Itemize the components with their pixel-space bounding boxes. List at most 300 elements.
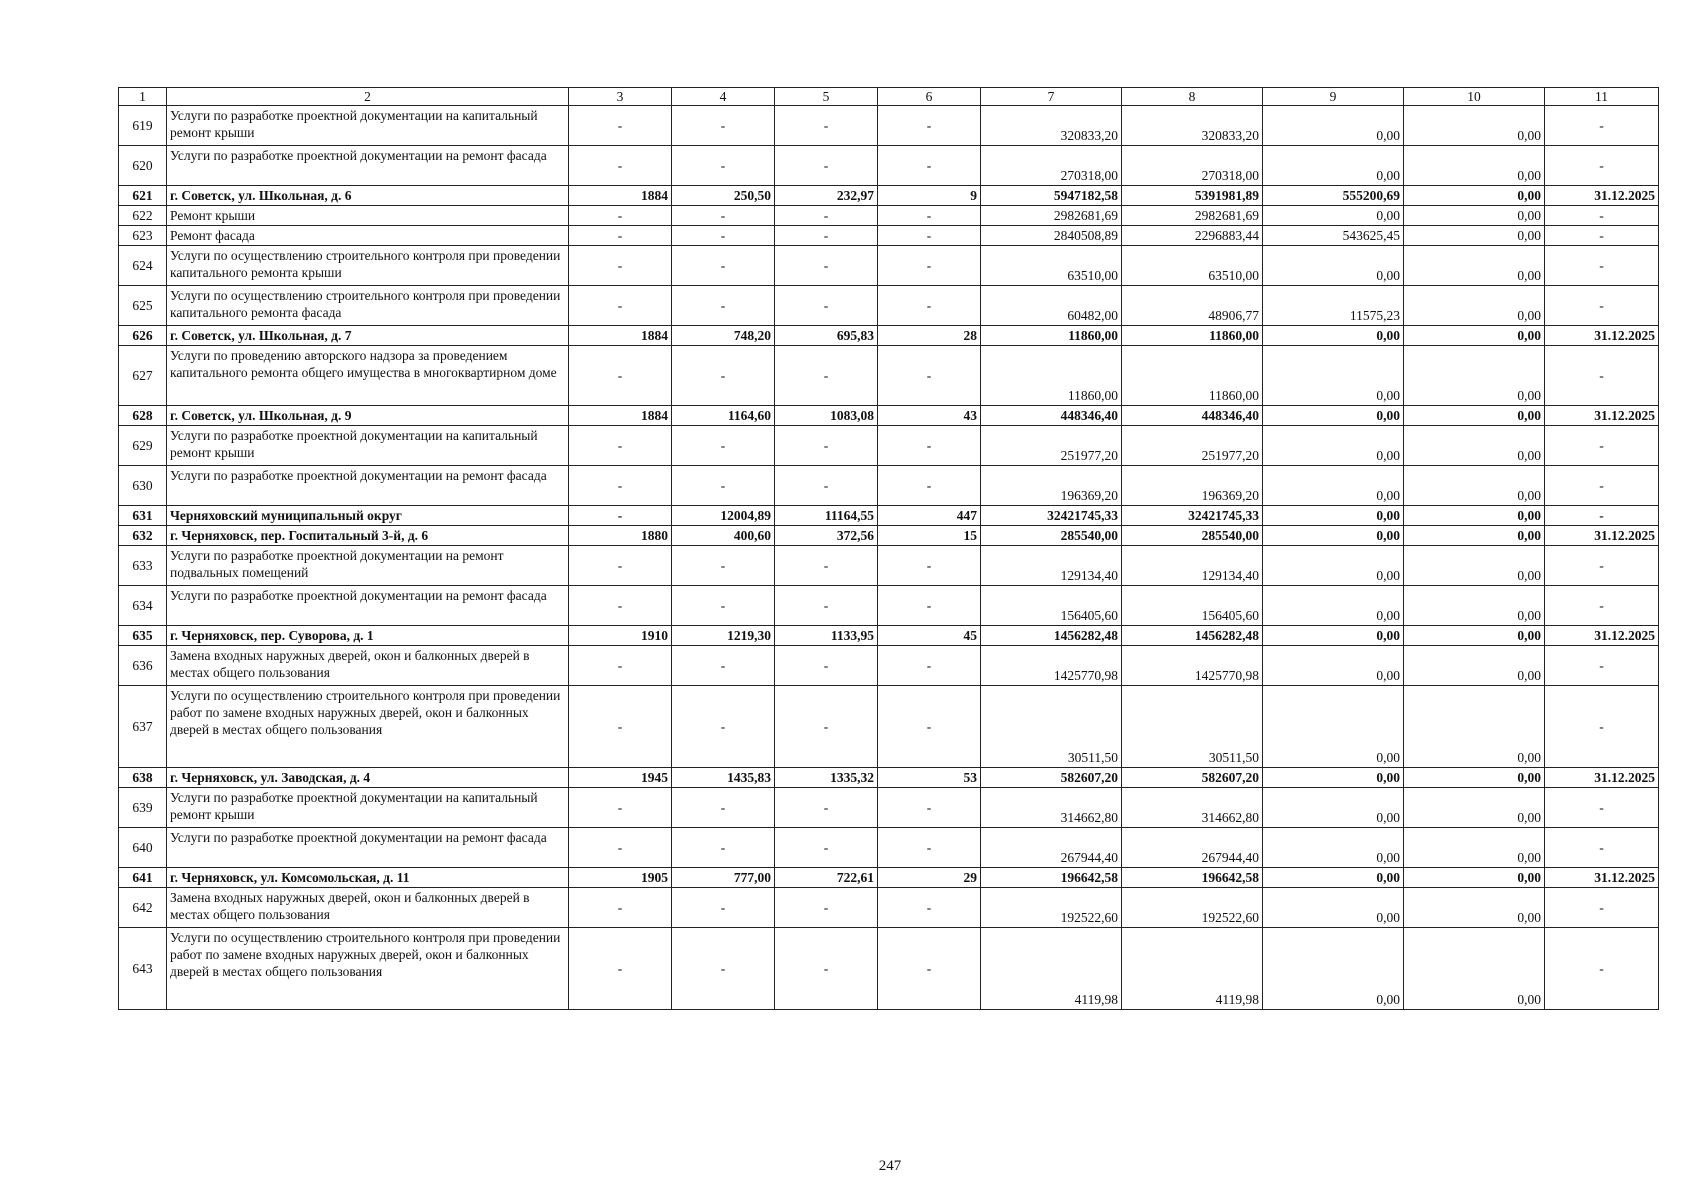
row-number-cell: 642 xyxy=(119,888,167,928)
col3-cell: - xyxy=(569,346,672,406)
col8-cell: 196369,20 xyxy=(1122,466,1263,506)
col10-cell: 0,00 xyxy=(1404,646,1545,686)
col6-cell: - xyxy=(878,106,981,146)
col7-cell: 196642,58 xyxy=(981,868,1122,888)
column-number-2: 2 xyxy=(167,88,569,106)
col3-cell: - xyxy=(569,788,672,828)
row-number-cell: 641 xyxy=(119,868,167,888)
col11-cell: 31.12.2025 xyxy=(1545,626,1659,646)
table-row xyxy=(119,426,1659,466)
col3-cell: - xyxy=(569,106,672,146)
col11-cell: - xyxy=(1545,506,1659,526)
row-number-cell: 621 xyxy=(119,186,167,206)
col4-cell: - xyxy=(672,928,775,1010)
col10-cell: 0,00 xyxy=(1404,146,1545,186)
item-name-cell: г. Черняховск, пер. Госпитальный 3-й, д. 6 xyxy=(167,526,569,546)
row-number-cell: 636 xyxy=(119,646,167,686)
col6-cell: - xyxy=(878,686,981,768)
col6-cell: - xyxy=(878,586,981,626)
col9-cell: 0,00 xyxy=(1263,888,1404,928)
col10-cell: 0,00 xyxy=(1404,506,1545,526)
col4-cell: - xyxy=(672,146,775,186)
table-row xyxy=(119,888,1659,928)
col11-cell: - xyxy=(1545,206,1659,226)
col11-cell: - xyxy=(1545,286,1659,326)
table-row xyxy=(119,246,1659,286)
col8-cell: 270318,00 xyxy=(1122,146,1263,186)
col9-cell: 0,00 xyxy=(1263,146,1404,186)
col9-cell: 0,00 xyxy=(1263,466,1404,506)
col5-cell: 1335,32 xyxy=(775,768,878,788)
row-number-cell: 635 xyxy=(119,626,167,646)
col8-cell: 251977,20 xyxy=(1122,426,1263,466)
col7-cell: 11860,00 xyxy=(981,326,1122,346)
col5-cell: - xyxy=(775,146,878,186)
col3-cell: 1880 xyxy=(569,526,672,546)
col5-cell: 695,83 xyxy=(775,326,878,346)
col10-cell: 0,00 xyxy=(1404,326,1545,346)
col9-cell: 555200,69 xyxy=(1263,186,1404,206)
col7-cell: 196369,20 xyxy=(981,466,1122,506)
item-name-cell: Черняховский муниципальный округ xyxy=(167,506,569,526)
column-number-11: 11 xyxy=(1545,88,1659,106)
column-number-10: 10 xyxy=(1404,88,1545,106)
col3-cell: - xyxy=(569,888,672,928)
col3-cell: - xyxy=(569,646,672,686)
col11-cell: - xyxy=(1545,226,1659,246)
col7-cell: 129134,40 xyxy=(981,546,1122,586)
col7-cell: 11860,00 xyxy=(981,346,1122,406)
col7-cell: 2840508,89 xyxy=(981,226,1122,246)
col3-cell: - xyxy=(569,466,672,506)
col7-cell: 1456282,48 xyxy=(981,626,1122,646)
col3-cell: - xyxy=(569,506,672,526)
col7-cell: 5947182,58 xyxy=(981,186,1122,206)
col7-cell: 314662,80 xyxy=(981,788,1122,828)
col11-cell: - xyxy=(1545,686,1659,768)
item-name-cell: Услуги по осуществлению строительного контроля при проведении капитального ремонта крыши xyxy=(167,246,569,286)
item-name-cell: г. Советск, ул. Школьная, д. 6 xyxy=(167,186,569,206)
col9-cell: 0,00 xyxy=(1263,788,1404,828)
row-number-cell: 629 xyxy=(119,426,167,466)
col8-cell: 267944,40 xyxy=(1122,828,1263,868)
col8-cell: 320833,20 xyxy=(1122,106,1263,146)
col8-cell: 4119,98 xyxy=(1122,928,1263,1010)
col9-cell: 0,00 xyxy=(1263,326,1404,346)
item-name-cell: Услуги по разработке проектной документации на ремонт подвальных помещений xyxy=(167,546,569,586)
col7-cell: 63510,00 xyxy=(981,246,1122,286)
row-number-cell: 619 xyxy=(119,106,167,146)
col8-cell: 196642,58 xyxy=(1122,868,1263,888)
col8-cell: 5391981,89 xyxy=(1122,186,1263,206)
item-name-cell: Услуги по осуществлению строительного контроля при проведении капитального ремонта фасада xyxy=(167,286,569,326)
col11-cell: - xyxy=(1545,788,1659,828)
col6-cell: - xyxy=(878,546,981,586)
col10-cell: 0,00 xyxy=(1404,828,1545,868)
col10-cell: 0,00 xyxy=(1404,246,1545,286)
table-row-address xyxy=(119,626,1659,646)
col11-cell: - xyxy=(1545,466,1659,506)
col4-cell: - xyxy=(672,106,775,146)
col6-cell: - xyxy=(878,206,981,226)
col9-cell: 0,00 xyxy=(1263,586,1404,626)
col8-cell: 582607,20 xyxy=(1122,768,1263,788)
table-row xyxy=(119,466,1659,506)
col5-cell: - xyxy=(775,246,878,286)
col5-cell: - xyxy=(775,226,878,246)
table-row xyxy=(119,928,1659,1010)
col5-cell: - xyxy=(775,928,878,1010)
col4-cell: - xyxy=(672,466,775,506)
col3-cell: - xyxy=(569,828,672,868)
col10-cell: 0,00 xyxy=(1404,928,1545,1010)
col9-cell: 0,00 xyxy=(1263,626,1404,646)
col6-cell: - xyxy=(878,426,981,466)
item-name-cell: Услуги по осуществлению строительного контроля при проведении работ по замене входных наружных дверей, окон и балконных дверей в местах общего пользования xyxy=(167,686,569,768)
col4-cell: 12004,89 xyxy=(672,506,775,526)
col8-cell: 2296883,44 xyxy=(1122,226,1263,246)
col5-cell: 1133,95 xyxy=(775,626,878,646)
item-name-cell: Услуги по разработке проектной документации на ремонт фасада xyxy=(167,586,569,626)
col5-cell: - xyxy=(775,888,878,928)
row-number-cell: 630 xyxy=(119,466,167,506)
col7-cell: 32421745,33 xyxy=(981,506,1122,526)
col10-cell: 0,00 xyxy=(1404,626,1545,646)
col6-cell: - xyxy=(878,788,981,828)
col7-cell: 192522,60 xyxy=(981,888,1122,928)
col9-cell: 0,00 xyxy=(1263,868,1404,888)
table-body xyxy=(119,88,1659,1010)
col8-cell: 156405,60 xyxy=(1122,586,1263,626)
col4-cell: - xyxy=(672,586,775,626)
col8-cell: 129134,40 xyxy=(1122,546,1263,586)
col6-cell: - xyxy=(878,286,981,326)
col3-cell: - xyxy=(569,546,672,586)
col6-cell: 447 xyxy=(878,506,981,526)
col4-cell: 1164,60 xyxy=(672,406,775,426)
col5-cell: - xyxy=(775,546,878,586)
col4-cell: 748,20 xyxy=(672,326,775,346)
table-row-address xyxy=(119,326,1659,346)
col3-cell: 1910 xyxy=(569,626,672,646)
col7-cell: 30511,50 xyxy=(981,686,1122,768)
column-number-7: 7 xyxy=(981,88,1122,106)
col5-cell: - xyxy=(775,466,878,506)
row-number-cell: 632 xyxy=(119,526,167,546)
col10-cell: 0,00 xyxy=(1404,226,1545,246)
col3-cell: 1884 xyxy=(569,326,672,346)
item-name-cell: Ремонт крыши xyxy=(167,206,569,226)
col6-cell: - xyxy=(878,828,981,868)
item-name-cell: Услуги по разработке проектной документации на ремонт фасада xyxy=(167,146,569,186)
col11-cell: - xyxy=(1545,426,1659,466)
col6-cell: - xyxy=(878,246,981,286)
col10-cell: 0,00 xyxy=(1404,888,1545,928)
col8-cell: 30511,50 xyxy=(1122,686,1263,768)
col9-cell: 0,00 xyxy=(1263,406,1404,426)
col10-cell: 0,00 xyxy=(1404,768,1545,788)
col8-cell: 192522,60 xyxy=(1122,888,1263,928)
col5-cell: - xyxy=(775,286,878,326)
col5-cell: - xyxy=(775,586,878,626)
col8-cell: 32421745,33 xyxy=(1122,506,1263,526)
col8-cell: 1425770,98 xyxy=(1122,646,1263,686)
col11-cell: - xyxy=(1545,586,1659,626)
col7-cell: 285540,00 xyxy=(981,526,1122,546)
table-row-address xyxy=(119,506,1659,526)
column-number-4: 4 xyxy=(672,88,775,106)
col3-cell: 1945 xyxy=(569,768,672,788)
table-row-address xyxy=(119,406,1659,426)
col5-cell: 11164,55 xyxy=(775,506,878,526)
row-number-cell: 637 xyxy=(119,686,167,768)
col11-cell: 31.12.2025 xyxy=(1545,868,1659,888)
table-row-address xyxy=(119,868,1659,888)
col4-cell: - xyxy=(672,686,775,768)
col6-cell: 9 xyxy=(878,186,981,206)
col10-cell: 0,00 xyxy=(1404,406,1545,426)
col11-cell: - xyxy=(1545,828,1659,868)
col9-cell: 11575,23 xyxy=(1263,286,1404,326)
col3-cell: - xyxy=(569,686,672,768)
col4-cell: - xyxy=(672,546,775,586)
table-row-address xyxy=(119,526,1659,546)
col9-cell: 0,00 xyxy=(1263,928,1404,1010)
col7-cell: 320833,20 xyxy=(981,106,1122,146)
col3-cell: 1905 xyxy=(569,868,672,888)
col5-cell: 372,56 xyxy=(775,526,878,546)
col6-cell: 15 xyxy=(878,526,981,546)
item-name-cell: г. Советск, ул. Школьная, д. 9 xyxy=(167,406,569,426)
col3-cell: - xyxy=(569,928,672,1010)
col6-cell: - xyxy=(878,646,981,686)
col10-cell: 0,00 xyxy=(1404,868,1545,888)
item-name-cell: Замена входных наружных дверей, окон и балконных дверей в местах общего пользования xyxy=(167,888,569,928)
table-row xyxy=(119,146,1659,186)
col4-cell: - xyxy=(672,426,775,466)
col11-cell: - xyxy=(1545,646,1659,686)
col3-cell: - xyxy=(569,206,672,226)
row-number-cell: 622 xyxy=(119,206,167,226)
col11-cell: 31.12.2025 xyxy=(1545,406,1659,426)
col4-cell: 1435,83 xyxy=(672,768,775,788)
item-name-cell: Услуги по разработке проектной документации на капитальный ремонт крыши xyxy=(167,788,569,828)
col11-cell: - xyxy=(1545,106,1659,146)
col7-cell: 4119,98 xyxy=(981,928,1122,1010)
col10-cell: 0,00 xyxy=(1404,286,1545,326)
column-number-1: 1 xyxy=(119,88,167,106)
col6-cell: 29 xyxy=(878,868,981,888)
table-row xyxy=(119,828,1659,868)
col7-cell: 270318,00 xyxy=(981,146,1122,186)
table-row xyxy=(119,546,1659,586)
col4-cell: 400,60 xyxy=(672,526,775,546)
col5-cell: - xyxy=(775,788,878,828)
col9-cell: 543625,45 xyxy=(1263,226,1404,246)
col8-cell: 11860,00 xyxy=(1122,346,1263,406)
page-number: 247 xyxy=(878,1158,902,1174)
row-number-cell: 643 xyxy=(119,928,167,1010)
table-row xyxy=(119,646,1659,686)
col3-cell: 1884 xyxy=(569,406,672,426)
row-number-cell: 638 xyxy=(119,768,167,788)
row-number-cell: 640 xyxy=(119,828,167,868)
table-row xyxy=(119,346,1659,406)
item-name-cell: г. Черняховск, ул. Комсомольская, д. 11 xyxy=(167,868,569,888)
col7-cell: 156405,60 xyxy=(981,586,1122,626)
col5-cell: - xyxy=(775,686,878,768)
item-name-cell: Замена входных наружных дверей, окон и балконных дверей в местах общего пользования xyxy=(167,646,569,686)
table-row-address xyxy=(119,768,1659,788)
column-number-6: 6 xyxy=(878,88,981,106)
col9-cell: 0,00 xyxy=(1263,546,1404,586)
col5-cell: - xyxy=(775,106,878,146)
col6-cell: - xyxy=(878,466,981,506)
col7-cell: 2982681,69 xyxy=(981,206,1122,226)
item-name-cell: Услуги по разработке проектной документации на ремонт фасада xyxy=(167,828,569,868)
row-number-cell: 626 xyxy=(119,326,167,346)
column-number-8: 8 xyxy=(1122,88,1263,106)
col3-cell: 1884 xyxy=(569,186,672,206)
col7-cell: 582607,20 xyxy=(981,768,1122,788)
item-name-cell: Услуги по разработке проектной документации на капитальный ремонт крыши xyxy=(167,106,569,146)
item-name-cell: Услуги по разработке проектной документации на капитальный ремонт крыши xyxy=(167,426,569,466)
table-row xyxy=(119,286,1659,326)
col9-cell: 0,00 xyxy=(1263,526,1404,546)
col5-cell: - xyxy=(775,646,878,686)
item-name-cell: г. Черняховск, пер. Суворова, д. 1 xyxy=(167,626,569,646)
col11-cell: 31.12.2025 xyxy=(1545,768,1659,788)
col10-cell: 0,00 xyxy=(1404,106,1545,146)
col5-cell: - xyxy=(775,206,878,226)
col6-cell: 28 xyxy=(878,326,981,346)
col10-cell: 0,00 xyxy=(1404,346,1545,406)
col4-cell: 1219,30 xyxy=(672,626,775,646)
col4-cell: - xyxy=(672,346,775,406)
col10-cell: 0,00 xyxy=(1404,426,1545,466)
row-number-cell: 620 xyxy=(119,146,167,186)
row-number-cell: 628 xyxy=(119,406,167,426)
row-number-cell: 639 xyxy=(119,788,167,828)
row-number-cell: 633 xyxy=(119,546,167,586)
col11-cell: - xyxy=(1545,146,1659,186)
col6-cell: - xyxy=(878,928,981,1010)
col10-cell: 0,00 xyxy=(1404,586,1545,626)
col7-cell: 251977,20 xyxy=(981,426,1122,466)
col4-cell: - xyxy=(672,286,775,326)
column-number-9: 9 xyxy=(1263,88,1404,106)
col6-cell: - xyxy=(878,226,981,246)
col8-cell: 63510,00 xyxy=(1122,246,1263,286)
col5-cell: 1083,08 xyxy=(775,406,878,426)
col11-cell: 31.12.2025 xyxy=(1545,326,1659,346)
col3-cell: - xyxy=(569,226,672,246)
col5-cell: 232,97 xyxy=(775,186,878,206)
table-row-address xyxy=(119,186,1659,206)
col11-cell: - xyxy=(1545,246,1659,286)
col10-cell: 0,00 xyxy=(1404,526,1545,546)
col11-cell: - xyxy=(1545,888,1659,928)
capital-repair-table xyxy=(118,87,1659,1010)
col6-cell: - xyxy=(878,146,981,186)
col8-cell: 2982681,69 xyxy=(1122,206,1263,226)
col6-cell: 43 xyxy=(878,406,981,426)
col5-cell: - xyxy=(775,346,878,406)
row-number-cell: 634 xyxy=(119,586,167,626)
item-name-cell: г. Черняховск, ул. Заводская, д. 4 xyxy=(167,768,569,788)
col10-cell: 0,00 xyxy=(1404,788,1545,828)
col4-cell: - xyxy=(672,206,775,226)
col5-cell: - xyxy=(775,426,878,466)
item-name-cell: Услуги по разработке проектной документации на ремонт фасада xyxy=(167,466,569,506)
col3-cell: - xyxy=(569,246,672,286)
row-number-cell: 624 xyxy=(119,246,167,286)
col8-cell: 448346,40 xyxy=(1122,406,1263,426)
col8-cell: 11860,00 xyxy=(1122,326,1263,346)
col4-cell: - xyxy=(672,226,775,246)
col9-cell: 0,00 xyxy=(1263,426,1404,466)
col9-cell: 0,00 xyxy=(1263,768,1404,788)
col9-cell: 0,00 xyxy=(1263,346,1404,406)
table-row xyxy=(119,586,1659,626)
column-number-header-row xyxy=(119,88,1659,106)
col9-cell: 0,00 xyxy=(1263,686,1404,768)
col3-cell: - xyxy=(569,586,672,626)
col4-cell: - xyxy=(672,828,775,868)
table-row xyxy=(119,206,1659,226)
table-row xyxy=(119,686,1659,768)
row-number-cell: 631 xyxy=(119,506,167,526)
col9-cell: 0,00 xyxy=(1263,506,1404,526)
col10-cell: 0,00 xyxy=(1404,546,1545,586)
col11-cell: 31.12.2025 xyxy=(1545,186,1659,206)
col11-cell: - xyxy=(1545,346,1659,406)
item-name-cell: Услуги по осуществлению строительного контроля при проведении работ по замене входных наружных дверей, окон и балконных дверей в местах общего пользования xyxy=(167,928,569,1010)
col7-cell: 1425770,98 xyxy=(981,646,1122,686)
col3-cell: - xyxy=(569,426,672,466)
col8-cell: 285540,00 xyxy=(1122,526,1263,546)
table-row xyxy=(119,226,1659,246)
row-number-cell: 625 xyxy=(119,286,167,326)
col4-cell: 250,50 xyxy=(672,186,775,206)
col4-cell: - xyxy=(672,788,775,828)
col10-cell: 0,00 xyxy=(1404,186,1545,206)
col3-cell: - xyxy=(569,146,672,186)
row-number-cell: 627 xyxy=(119,346,167,406)
col6-cell: - xyxy=(878,346,981,406)
col9-cell: 0,00 xyxy=(1263,828,1404,868)
column-number-3: 3 xyxy=(569,88,672,106)
col9-cell: 0,00 xyxy=(1263,106,1404,146)
col6-cell: 53 xyxy=(878,768,981,788)
col5-cell: - xyxy=(775,828,878,868)
col8-cell: 1456282,48 xyxy=(1122,626,1263,646)
col11-cell: - xyxy=(1545,546,1659,586)
col4-cell: - xyxy=(672,246,775,286)
table-row xyxy=(119,106,1659,146)
item-name-cell: Услуги по проведению авторского надзора за проведением капитального ремонта общего имущества в многоквартирном доме xyxy=(167,346,569,406)
row-number-cell: 623 xyxy=(119,226,167,246)
col3-cell: - xyxy=(569,286,672,326)
col4-cell: - xyxy=(672,646,775,686)
col4-cell: - xyxy=(672,888,775,928)
table-row xyxy=(119,788,1659,828)
col9-cell: 0,00 xyxy=(1263,646,1404,686)
item-name-cell: Ремонт фасада xyxy=(167,226,569,246)
col9-cell: 0,00 xyxy=(1263,206,1404,226)
column-number-5: 5 xyxy=(775,88,878,106)
col6-cell: - xyxy=(878,888,981,928)
